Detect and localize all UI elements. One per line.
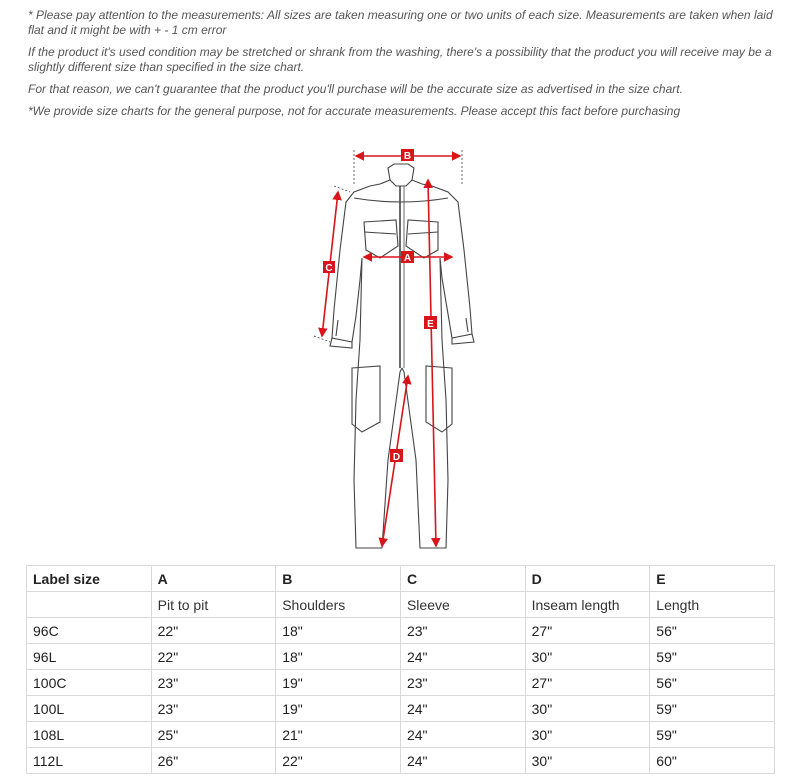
label-b: B <box>403 151 412 162</box>
cell-d: 27" <box>525 670 650 696</box>
cell-label-size: 108L <box>27 722 152 748</box>
cell-c: 24" <box>400 722 525 748</box>
table-row <box>27 748 775 774</box>
cell-b: 18" <box>276 618 401 644</box>
cell-d: 30" <box>525 748 650 774</box>
cell-e: 56" <box>650 670 775 696</box>
header-c: C <box>400 566 525 592</box>
cell-label-size: 100C <box>27 670 152 696</box>
cell-label-size: 100L <box>27 696 152 722</box>
cell-e: 60" <box>650 748 775 774</box>
cell-c: 24" <box>400 748 525 774</box>
header-d: D <box>525 566 650 592</box>
header-a: A <box>151 566 276 592</box>
cell-a: 22" <box>151 618 276 644</box>
cell-e: 56" <box>650 618 775 644</box>
cell-d: 27" <box>525 618 650 644</box>
cell-a: 22" <box>151 644 276 670</box>
cell-e: 59" <box>650 696 775 722</box>
cell-label-size: 96L <box>27 644 152 670</box>
note-used-condition: If the product it's used condition may be stretched or shrank from the washing, there's a possibility that the product you will receive may be a slightly different size than specified in the size chart. <box>28 45 772 74</box>
cell-b: 18" <box>276 644 401 670</box>
subheader-inseam-length: Inseam length <box>525 592 650 618</box>
cell-a: 25" <box>151 722 276 748</box>
cell-a: 23" <box>151 670 276 696</box>
measure-a-pit-to-pit <box>364 251 452 264</box>
header-b: B <box>276 566 401 592</box>
subheader-shoulders: Shoulders <box>276 592 401 618</box>
note-general-purpose: *We provide size charts for the general purpose, not for accurate measurements. Please accept this fact before purchasing <box>28 104 681 118</box>
table-subheader-row <box>27 592 775 618</box>
measurement-notes <box>28 8 780 126</box>
label-c: C <box>325 263 333 274</box>
cell-d: 30" <box>525 644 650 670</box>
measure-b-shoulders <box>354 149 462 186</box>
coverall-measurement-diagram <box>300 140 500 555</box>
coverall-outline <box>330 164 474 548</box>
measure-e-length <box>424 180 437 546</box>
header-e: E <box>650 566 775 592</box>
measure-d-inseam <box>382 376 408 546</box>
label-e: E <box>427 319 434 330</box>
header-label-size: Label size <box>27 566 152 592</box>
cell-b: 21" <box>276 722 401 748</box>
cell-c: 24" <box>400 696 525 722</box>
label-a: A <box>403 253 412 264</box>
cell-c: 23" <box>400 670 525 696</box>
cell-e: 59" <box>650 722 775 748</box>
cell-d: 30" <box>525 696 650 722</box>
cell-d: 30" <box>525 722 650 748</box>
note-no-guarantee: For that reason, we can't guarantee that the product you'll purchase will be the accurate size as advertised in the size chart. <box>28 82 683 96</box>
cell-b: 19" <box>276 696 401 722</box>
subheader-empty <box>27 592 152 618</box>
cell-c: 23" <box>400 618 525 644</box>
subheader-length: Length <box>650 592 775 618</box>
table-row <box>27 670 775 696</box>
subheader-sleeve: Sleeve <box>400 592 525 618</box>
cell-label-size: 112L <box>27 748 152 774</box>
cell-label-size: 96C <box>27 618 152 644</box>
cell-b: 19" <box>276 670 401 696</box>
coverall-illustration <box>300 140 500 555</box>
cell-e: 59" <box>650 644 775 670</box>
cell-a: 26" <box>151 748 276 774</box>
label-d: D <box>392 452 401 463</box>
cell-a: 23" <box>151 696 276 722</box>
size-chart-table <box>26 565 775 774</box>
table-row <box>27 696 775 722</box>
table-row <box>27 618 775 644</box>
cell-c: 24" <box>400 644 525 670</box>
subheader-pit-to-pit: Pit to pit <box>151 592 276 618</box>
table-header-row <box>27 566 775 592</box>
cell-b: 22" <box>276 748 401 774</box>
table-row <box>27 722 775 748</box>
note-measurement-method: * Please pay attention to the measurements: All sizes are taken measuring one or two units of each size. Measurements are taken when laid flat and it might be with + - 1 cm error <box>28 8 773 37</box>
table-row <box>27 644 775 670</box>
